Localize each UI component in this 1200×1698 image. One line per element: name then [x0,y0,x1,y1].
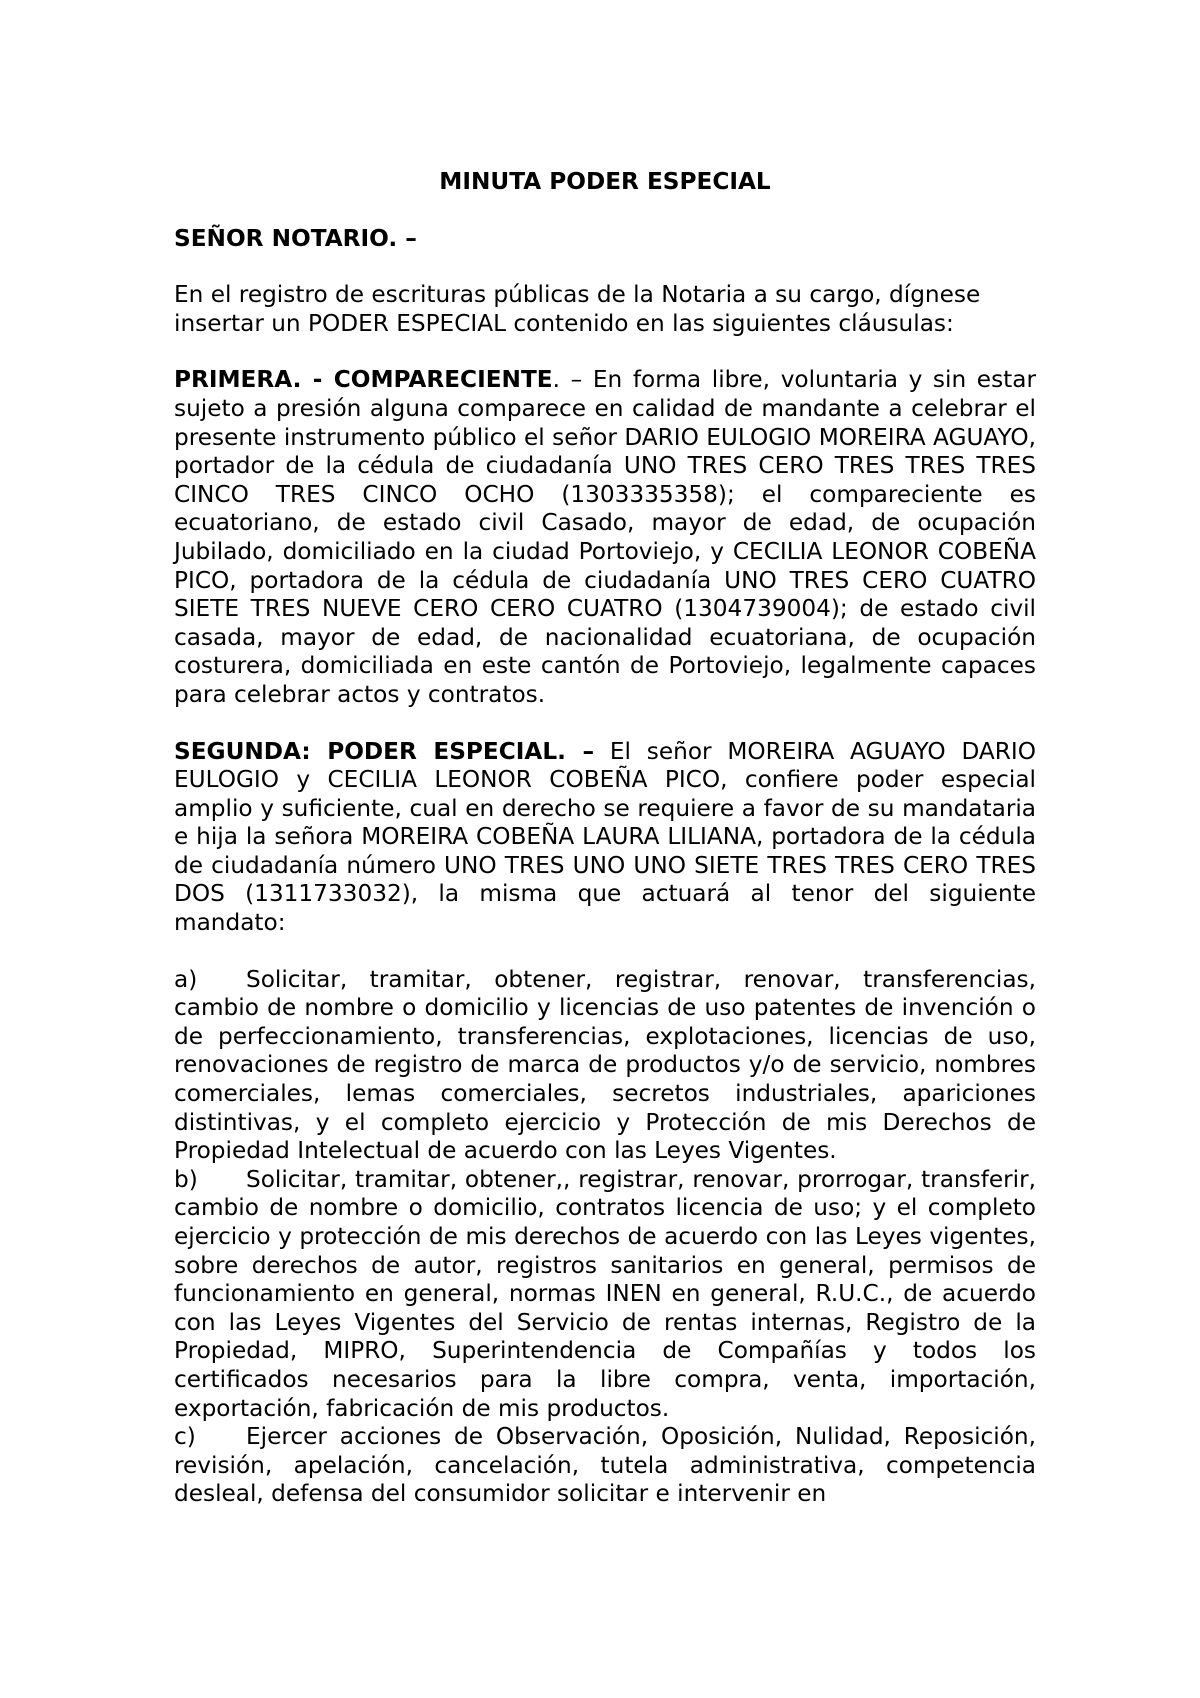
document-body [174,168,1036,1509]
mandate-item-text: Ejercer acciones de Observación, Oposición, Nulidad, Reposición, revisión, apelación, cancelación, tutela administrativa, competencia desleal, defensa del consumidor solicitar e intervenir en [174,1423,1036,1508]
intro-paragraph: En el registro de escrituras públicas de la Notaria a su cargo, dígnese insertar un PODER ESPECIAL contenido en las siguientes cláusulas: [174,281,981,337]
clause-segunda [174,738,1036,938]
clause-segunda-heading: SEGUNDA: PODER ESPECIAL. – [174,737,595,765]
clause-segunda-text: El señor MOREIRA AGUAYO DARIO EULOGIO y CECILIA LEONOR COBEÑA PICO, confiere poder especial amplio y suficiente, cual en derecho se requiere a favor de su mandataria e hija la señora MOREIRA COBEÑA LAURA LILIANA, portadora de la cédula de ciudadanía número UNO TRES UNO UNO SIETE TRES TRES CERO TRES DOS (1311733032), la misma que actuará al tenor del siguiente mandato: [174,737,1036,937]
mandate-item-a [174,966,1036,1166]
clause-primera-heading: PRIMERA. - COMPARECIENTE [174,366,553,394]
mandate-item-c [174,1423,1036,1509]
mandate-item-letter: c) [174,1423,196,1451]
mandate-item-letter: a) [174,965,198,993]
mandate-item-letter: b) [174,1165,198,1193]
mandate-item-text: Solicitar, tramitar, obtener,, registrar, renovar, prorrogar, transferir, cambio de nombre o domicilio, contratos licencia de uso; y el completo ejercicio y protección de mis derechos de acuerdo con las Leyes vigentes, sobre derechos de autor, registros sanitarios en general, permisos de funcionamiento en general, normas INEN en general, R.U.C., de acuerdo con las Leyes Vigentes del Servicio de rentas internas, Registro de la Propiedad, MIPRO, Superintendencia de Compañías y todos los certificados necesarios para la libre compra, venta, importación, exportación, fabricación de mis productos. [174,1165,1036,1422]
mandate-item-b [174,1166,1036,1423]
mandate-item-text: Solicitar, tramitar, obtener, registrar, renovar, transferencias, cambio de nombre o domicilio y licencias de uso patentes de invención o de perfeccionamiento, transferencias, explotaciones, licencias de uso, renovaciones de registro de marca de productos y/o de servicio, nombres comerciales, lemas comerciales, secretos industriales, apariciones distintivas, y el completo ejercicio y Protección de mis Derechos de Propiedad Intelectual de acuerdo con las Leyes Vigentes. [174,965,1036,1165]
clause-primera-text: . – En forma libre, voluntaria y sin estar sujeto a presión alguna comparece en calidad de mandante a celebrar el presente instrumento público el señor DARIO EULOGIO MOREIRA AGUAYO, portador de la cédula de ciudadanía UNO TRES CERO TRES TRES TRES CINCO TRES CINCO OCHO (1303335358); el compareciente es ecuatoriano, de estado civil Casado, mayor de edad, de ocupación Jubilado, domiciliado en la ciudad Portoviejo, y CECILIA LEONOR COBEÑA PICO, portadora de la cédula de ciudadanía UNO TRES CERO CUATRO SIETE TRES NUEVE CERO CERO CUATRO (1304739004); de estado civil casada, mayor de edad, de nacionalidad ecuatoriana, de ocupación costurera, domiciliada en este cantón de Portoviejo, legalmente capaces para celebrar actos y contratos. [174,366,1036,708]
document-title: MINUTA PODER ESPECIAL [439,168,771,195]
salutation: SEÑOR NOTARIO. – [174,224,417,252]
clause-primera [174,366,1036,709]
